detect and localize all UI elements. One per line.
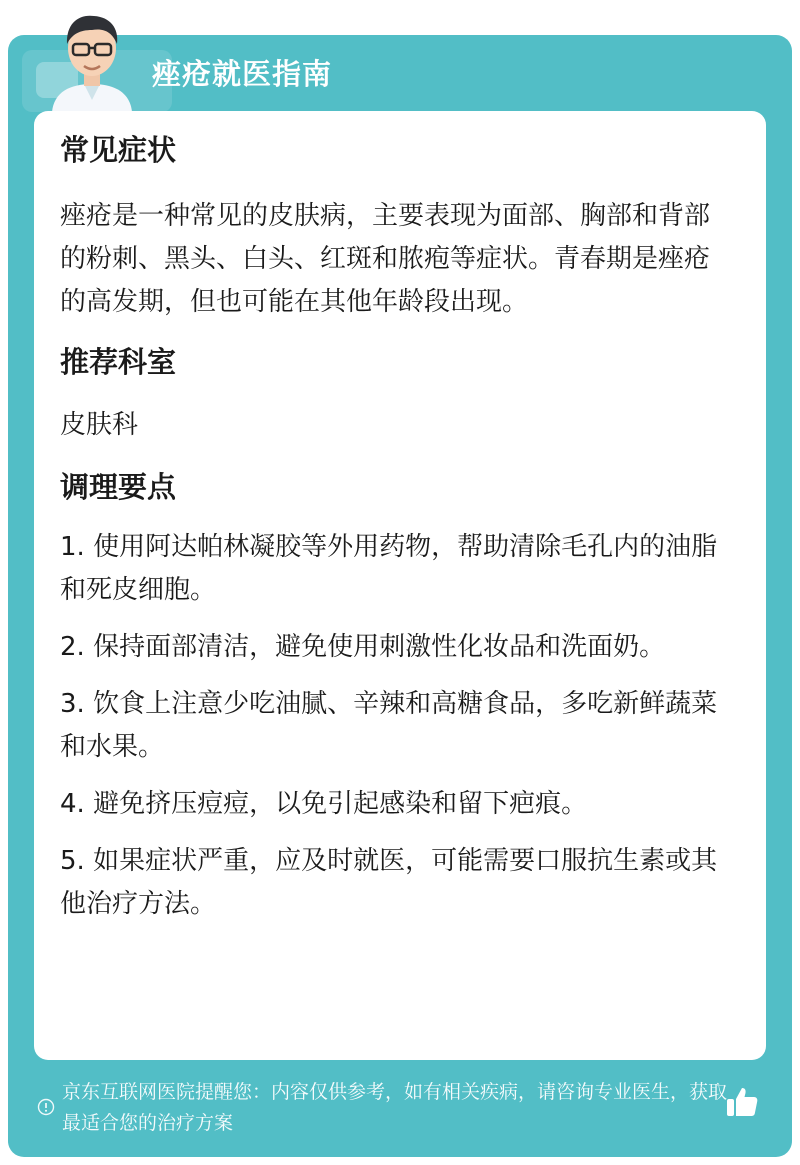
care-heading: 调理要点: [60, 470, 177, 504]
doctor-avatar: [44, 8, 140, 112]
disclaimer-text: 京东互联网医院提醒您：内容仅供参考，如有相关疾病，请咨询专业医生，获取最适合您的治疗方案: [62, 1081, 728, 1134]
page-title: 痤疮就医指南: [152, 57, 333, 91]
guide-content: [60, 130, 730, 926]
department-heading: 推荐科室: [60, 345, 177, 379]
symptoms-text: 痤疮是一种常见的皮肤病，主要表现为面部、胸部和背部的粉刺、黑头、白头、红斑和脓疱等症状。青春期是痤疮的高发期，但也可能在其他年龄段出现。: [60, 201, 711, 317]
care-item: 2. 保持面部清洁，避免使用刺激性化妆品和洗面奶。: [60, 632, 666, 662]
care-item: 5. 如果症状严重，应及时就医，可能需要口服抗生素或其他治疗方法。: [60, 846, 718, 919]
department-text: 皮肤科: [60, 410, 139, 440]
care-item: 4. 避免挤压痘痘，以免引起感染和留下疤痕。: [60, 789, 588, 819]
care-item: 1. 使用阿达帕林凝胶等外用药物，帮助清除毛孔内的油脂和死皮细胞。: [60, 532, 718, 605]
info-icon: [37, 1098, 55, 1116]
care-item: 3. 饮食上注意少吃油腻、辛辣和高糖食品，多吃新鲜蔬菜和水果。: [60, 689, 718, 762]
symptoms-heading: 常见症状: [60, 133, 177, 167]
thumbs-up-icon[interactable]: [724, 1084, 760, 1120]
